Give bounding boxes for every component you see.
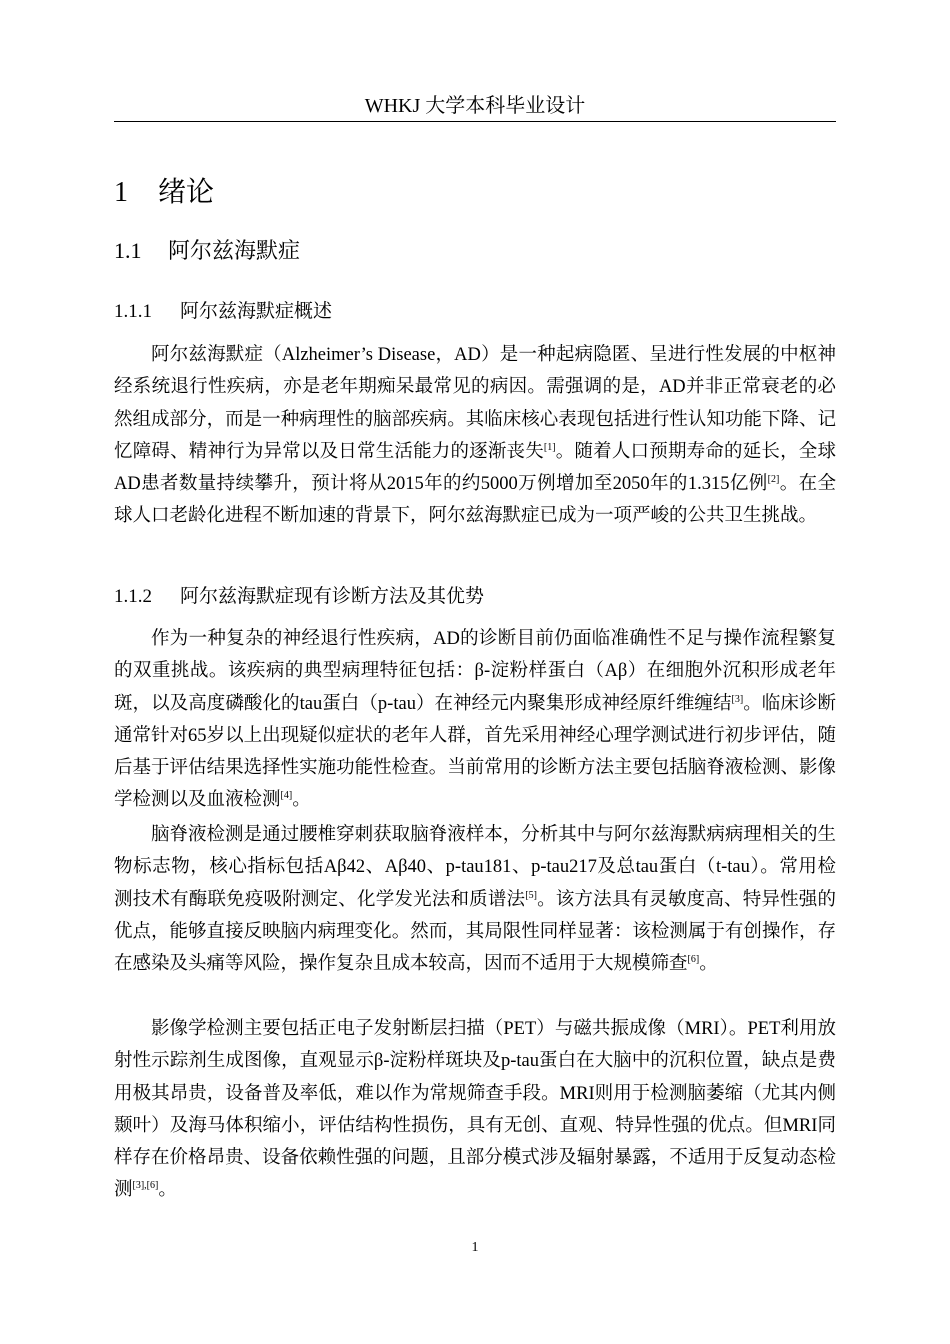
paragraph-text: 。 — [699, 954, 718, 975]
citation-ref: [3] — [731, 693, 744, 705]
chapter-title: 绪论 — [158, 175, 215, 208]
subsection-title: 阿尔兹海默症现有诊断方法及其优势 — [180, 585, 485, 607]
section-heading — [114, 235, 300, 268]
subsection-number: 1.1.2 — [114, 586, 152, 607]
chapter-number: 1 — [114, 177, 128, 208]
section-number: 1.1 — [114, 238, 142, 263]
paragraph-text: 。该方法具有灵敏度高、特异性强的优点，能够直接反映脑内病理变化。然而，其局限性同样显著：该检测属于有创操作，存在感染及头痛等风险，操作复杂且成本较高，因而不适用于大规模筛查 — [114, 889, 836, 975]
chapter-heading — [114, 172, 214, 213]
paragraph-text: 。 — [292, 790, 311, 811]
subsection-heading-diagnosis — [114, 582, 484, 611]
page-number: 1 — [471, 1240, 479, 1255]
subsection-title: 阿尔兹海默症概述 — [180, 300, 333, 322]
paragraph-diagnosis-intro — [114, 623, 836, 817]
citation-ref: [5] — [525, 889, 537, 901]
paragraph-text: 脑脊液检测是通过腰椎穿刺获取脑脊液样本，分析其中与阿尔兹海默病病理相关的生物标志物，核心指标包括Aβ42、Aβ40、p-tau181、p-tau217及总tau蛋白（t-tau）。常用检测技术有酶联免疫吸附测定、化学发光法和质谱法 — [114, 825, 836, 910]
paragraph-text: 。 — [158, 1180, 177, 1201]
paragraph-imaging — [114, 1013, 836, 1207]
page-header: WHKJ 大学本科毕业设计 — [364, 95, 586, 117]
citation-ref: [3],[6] — [132, 1180, 159, 1192]
citation-ref: [6] — [687, 954, 700, 966]
paragraph-overview — [114, 339, 836, 533]
paragraph-text: 影像学检测主要包括正电子发射断层扫描（PET）与磁共振成像（MRI）。PET利用放射性示踪剂生成图像，直观显示β-淀粉样斑块及p-tau蛋白在大脑中的沉积位置，缺点是费用极其昂贵，设备普及率低，难以作为常规筛查手段。MRI则用于检测脑萎缩（尤其内侧颞叶）及海马体积缩小，评估结构性损伤，具有无创、直观、特异性强的优点。但MRI同样存在价格昂贵、设备依赖性强的问题，且部分模式涉及辐射暴露，不适用于反复动态检测 — [114, 1019, 836, 1201]
paragraph-text: 。在全球人口老龄化进程不断加速的背景下，阿尔兹海默症已成为一项严峻的公共卫生挑战。 — [114, 474, 836, 527]
paragraph-text: 。随着人口预期寿命的延长，全球AD患者数量持续攀升，预计将从2015年的约5000万例增加至2050年的1.315亿例 — [114, 441, 836, 495]
paragraph-text: 。临床诊断通常针对65岁以上出现疑似症状的老年人群，首先采用神经心理学测试进行初步评估，随后基于评估结果选择性实施功能性检查。当前常用的诊断方法主要包括脑脊液检测、影像学检测以及血液检测 — [114, 693, 836, 811]
header-divider — [114, 121, 836, 122]
paragraph-text: 作为一种复杂的神经退行性疾病，AD的诊断目前仍面临准确性不足与操作流程繁复的双重挑战。该疾病的典型病理特征包括：β-淀粉样蛋白（Aβ）在细胞外沉积形成老年斑，以及高度磷酸化的tau蛋白（p-tau）在神经元内聚集形成神经原纤维缠结 — [114, 629, 836, 714]
citation-ref: [2] — [767, 474, 780, 486]
section-title: 阿尔兹海默症 — [168, 239, 301, 264]
citation-ref: [1] — [543, 441, 556, 453]
citation-ref: [4] — [280, 790, 293, 802]
subsection-number: 1.1.1 — [114, 301, 152, 322]
paragraph-text: 阿尔兹海默症（Alzheimer’s Disease，AD）是一种起病隐匿、呈进行性发展的中枢神经系统退行性疾病，亦是老年期痴呆最常见的病因。需强调的是，AD并非正常衰老的必然组成部分，而是一种病理性的脑部疾病。其临床核心表现包括进行性认知功能下降、记忆障碍、精神行为异常以及日常生活能力的逐渐丧失 — [114, 345, 836, 462]
subsection-heading-overview — [114, 297, 332, 326]
paragraph-csf-testing — [114, 819, 836, 980]
